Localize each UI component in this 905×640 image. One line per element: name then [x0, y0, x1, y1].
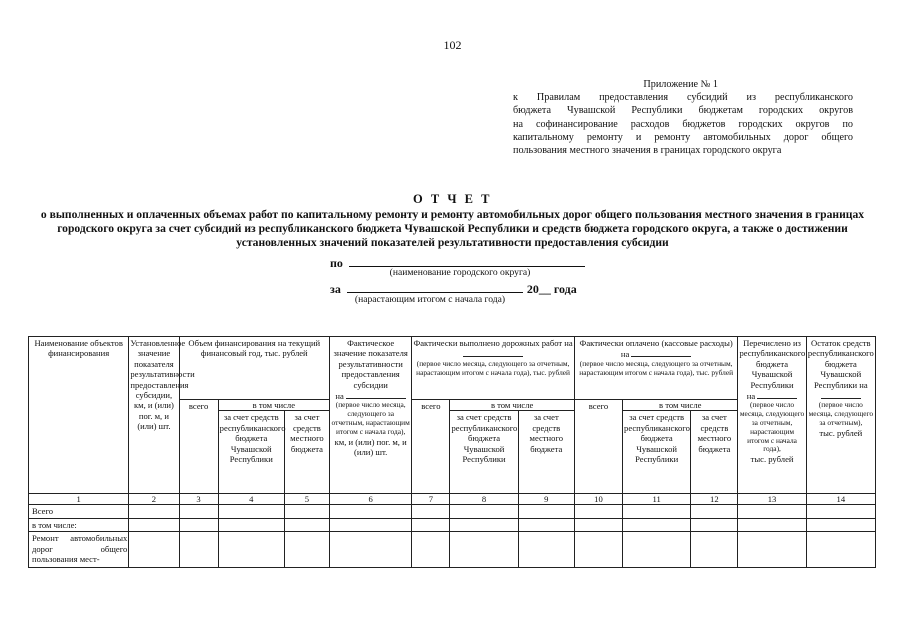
- col6-header: [330, 337, 412, 494]
- annex-last-line: пользования местного значения в границах городского округа: [513, 145, 782, 157]
- po-blank: [349, 254, 585, 267]
- annex-title: Приложение № 1: [643, 79, 718, 90]
- po-label: по: [330, 256, 343, 270]
- annex-line: бюджета Чувашской Республики бюджетам городских округов: [513, 105, 853, 117]
- column-number: 11: [623, 494, 691, 505]
- za-caption: (нарастающим итогом с начала года): [354, 294, 506, 305]
- paid-rb-header: за счет средств республиканского бюджета Чувашской Республики: [623, 411, 691, 494]
- report-heading: о выполненных и оплаченных объемах работ по капитальному ремонту и ремонту автомобильных дорог общего пользования местного значения в границах городского округа за счет субсидий из республиканского бюджета Чувашской Республики и средств бюджета городского округа, а также о достижении установленных значений показателей результативности предоставления субсидии: [40, 208, 865, 250]
- col13-text-c: тыс. рублей: [750, 454, 794, 465]
- report-table: [28, 336, 876, 568]
- col13-header: [738, 337, 806, 494]
- plan-header: Объем финансирования на текущий финансовый год, тыс. рублей: [179, 337, 330, 400]
- column-number: 6: [330, 494, 412, 505]
- done-text-a: Фактически выполнено дорожных работ на: [413, 338, 573, 348]
- column-number: 7: [412, 494, 450, 505]
- za-year: 20__ года: [526, 282, 577, 296]
- col6-na: на: [335, 391, 344, 402]
- done-header: [412, 337, 575, 400]
- column-number: 12: [691, 494, 738, 505]
- column-number: 14: [806, 494, 875, 505]
- col6-text-b: (первое число месяца, следующего за отчетным, нарастающим итогом с начала года),: [331, 400, 410, 436]
- done-rb-header: за счет средств республиканского бюджета Чувашской Республики: [450, 411, 518, 494]
- col2-header: Установленное значение показателя результативности предоставления субсидии, км, и (или) пог. м, и (или) шт.: [129, 337, 179, 494]
- paid-blank: [631, 348, 691, 357]
- plan-total-header: всего: [179, 400, 218, 494]
- col13-text-a: Перечислено из республиканского бюджета Чувашской Республики: [739, 338, 806, 390]
- plan-mb-header: за счет средств местного бюджета: [284, 411, 329, 494]
- column-number: 10: [574, 494, 622, 505]
- column-number: 2: [129, 494, 179, 505]
- done-total-header: всего: [412, 400, 450, 494]
- annex-line: к Правилам предоставления субсидий из республиканского: [513, 92, 853, 104]
- paid-total-header: всего: [574, 400, 622, 494]
- column-number: 1: [29, 494, 129, 505]
- paid-text-b: (первое число месяца, следующего за отчетным, нарастающим итогом с начала года), тыс. рублей: [579, 358, 734, 377]
- table-row: [29, 505, 876, 518]
- col14-blank: [821, 390, 861, 399]
- done-mb-header: за счет средств местного бюджета: [518, 411, 574, 494]
- col14-text-b: (первое число месяца, следующего за отчетным),: [808, 400, 874, 428]
- col13-blank: [757, 390, 797, 399]
- done-text-b: (первое число месяца, следующего за отчетным, нарастающим итогом с начала года), тыс. рублей: [416, 358, 571, 377]
- plan-incl-header: в том числе: [218, 400, 329, 411]
- paid-incl-header: в том числе: [623, 400, 738, 411]
- report-title: О Т Ч Е Т: [413, 192, 492, 206]
- plan-rb-header: за счет средств республиканского бюджета Чувашской Республики: [218, 411, 284, 494]
- page-number: 102: [443, 38, 462, 52]
- column-number: 13: [738, 494, 806, 505]
- done-incl-header: в том числе: [450, 400, 574, 411]
- row-label: Ремонт автомобильных дорог общего пользования мест-: [29, 532, 129, 568]
- column-number: 3: [179, 494, 218, 505]
- col14-header: [806, 337, 875, 494]
- col6-text-c: км, и (или) пог. м, и (или) шт.: [334, 436, 407, 458]
- paid-mb-header: за счет средств местного бюджета: [691, 411, 738, 494]
- col14-text-a: Остаток средств республиканского бюджета Чувашской Республики на: [807, 338, 874, 390]
- annex-line: капитальному ремонту и ремонту автомобильных дорог общего: [513, 131, 853, 143]
- col1-header: Наименование объектов финансирования: [29, 337, 129, 494]
- column-number: 8: [450, 494, 518, 505]
- po-caption: (наименование городского округа): [389, 267, 531, 278]
- table-row: [29, 532, 876, 568]
- col13-na: на: [746, 391, 756, 402]
- za-label: за: [330, 282, 341, 296]
- done-blank: [463, 348, 523, 357]
- column-number: 9: [518, 494, 574, 505]
- paid-header: [574, 337, 738, 400]
- col6-text-a: Фактическое значение показателя результативности предоставления субсидии: [333, 338, 408, 390]
- table-row: [29, 518, 876, 531]
- column-number: 5: [284, 494, 329, 505]
- paid-text-a: Фактически оплачено (кассовые расходы) на: [579, 338, 733, 360]
- annex-line: на софинансирование расходов бюджетов городских округов по: [513, 118, 853, 130]
- header-row: [29, 337, 876, 400]
- column-number: 4: [218, 494, 284, 505]
- row-label: Всего: [29, 505, 129, 518]
- row-label: в том числе:: [29, 518, 129, 531]
- za-blank: [347, 280, 523, 293]
- col6-blank: [346, 390, 406, 399]
- column-numbers-row: [29, 494, 876, 505]
- annex-block: [513, 78, 853, 157]
- col14-text-c: тыс. рублей: [819, 427, 863, 438]
- col13-text-b: (первое число месяца, следующего за отчетным, нарастающим итогом с начала года),: [739, 400, 805, 454]
